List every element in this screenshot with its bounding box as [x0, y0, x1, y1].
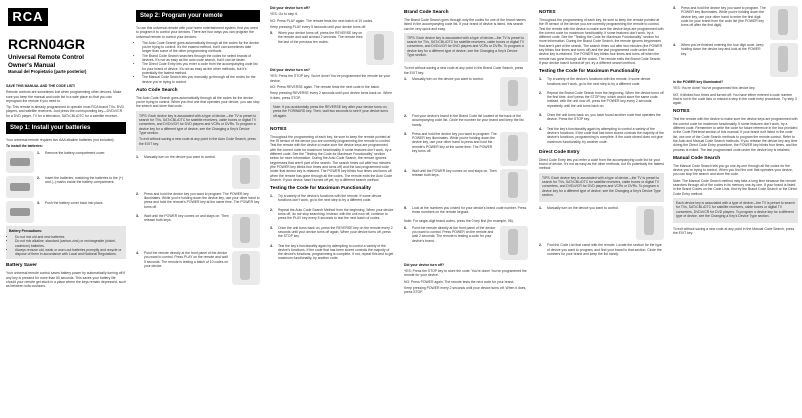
step-number: 1. — [539, 206, 542, 211]
brand-step-text: Wait until the POWER key comes on and stays on. Then release both keys. — [412, 168, 497, 178]
direct-tips-box — [539, 173, 664, 202]
brand-note: Note: For single-digit brand codes, press the 0 key first (for example, 06). — [404, 219, 514, 224]
notes-heading: NOTES — [270, 126, 287, 132]
testing-step-text: Once the unit turns back on, you have found another code that operates the device. Press the STOP key. — [547, 113, 661, 122]
remote-hand-illustration — [500, 226, 528, 260]
direct-code-intro: Direct Code Entry lets you enter a code from the accompanying code list for your brand of device. It's not as easy as the other methods, but it's potentially the fastest method. — [539, 157, 664, 171]
method-item: • The Manual Code Search lets you manually go through all the codes for the device you're trying to control. — [142, 75, 260, 84]
step2-bar: Step 2: Program your remote — [136, 10, 260, 22]
step-number: 3. — [37, 200, 40, 205]
answer-no: NO: Press REVERSE again. The remote tests the next code in the batch. — [270, 85, 381, 90]
step-number: 5. — [404, 205, 407, 210]
step-number: 1. — [270, 194, 273, 199]
auto-step-3 — [136, 214, 260, 248]
method-item: • The Brand Code Search searches through the codes for select brands of devices. It's not as easy as the auto code search, but it can be faster. — [142, 54, 260, 63]
brand-question: Did your device turn off? — [404, 262, 445, 267]
brand-step-1 — [404, 77, 528, 111]
battery-precautions-box — [6, 226, 126, 260]
auto-tips-exit: To exit without saving a new code at any point in the Auto Code Search, press the EXIT key. — [139, 137, 256, 146]
brand-step-6 — [404, 226, 528, 260]
remote-hand-illustration — [232, 155, 260, 189]
testing-step-1 — [270, 194, 394, 205]
direct-step-4 — [673, 43, 798, 77]
question-turn-on: Did your device turn on? — [270, 68, 310, 73]
step-number: 2. — [136, 191, 139, 196]
testing-heading: Testing the Code for Maximum Functionality — [539, 69, 640, 75]
testing-step-3 — [539, 113, 664, 124]
question-turn-off: Did your device turn off? — [270, 6, 311, 10]
remote-hand-illustration — [232, 214, 260, 248]
manual-code-column — [669, 0, 802, 418]
auto-step-5 — [270, 31, 394, 65]
testing-step-text: Try a variety of the device's functions with the remote. If some device functions don't work, go to the next step to try a different code. — [278, 194, 382, 203]
direct-step-text: Find the Code List that came with the remote. Locate the section for the type of device you want to program, and find your brand in that section. Circle the numbers for your brand and keep the list handy. — [547, 243, 662, 256]
testing-step-4 — [539, 127, 664, 146]
manual-subtitle-es: Manual del Propietario (parte posterior) — [8, 69, 87, 74]
brand-tips: TIPS: Each device key is associated with a type of device—the TV is preset to search for TVs, SAT•CBL•DTC for satellite receivers, cable boxes or digital TV converters, and DVD•VCR for DVD players and VCRs or DVRs. To program a device key for a different type of device, see the Changing a Key's Device Type section. — [407, 35, 525, 58]
auto-step-text: Wait until the POWER key comes on and stays on. Then release both keys. — [144, 214, 229, 223]
manual-tips: Each device key is associated with a type of device—the TV is preset to search for TVs, SAT•CBL•DTC for satellite receivers, cable boxes or digital TV converters, DVD•VCR for DVD players. To program a device key for a different type of device, see the Changing a Key's Device Type section. — [676, 200, 795, 218]
step1-bar: Step 1: Install your batteries — [6, 122, 126, 134]
remote-hand-illustration — [366, 31, 394, 65]
brand-step-text: Point the remote directly at the front panel of the device you want to control. Press POWER on the remote and wait 2 seconds. The remote is testing a code for your device's brand. — [412, 225, 496, 243]
battery-insert-illustration — [6, 176, 34, 198]
direct-tips: TIPS: Each device key is associated with a type of device—the TV is preset to search for TVs, SAT•CBL•DTC for satellite receivers, cable boxes or digital TV converters, and DVD•VCR for DVD players and VCRs or DVRs. To program a device key for a different type of device, see the Changing a Key's Device Type section. — [542, 175, 661, 197]
step2-intro: To use this universal remote with your home entertainment system, first you need to program it to control your devices. There are four ways you can program the universal remote to control your devices: — [136, 26, 258, 39]
step-number: 2. — [404, 113, 407, 118]
methods-list — [136, 41, 260, 84]
remote-hand-illustration — [232, 251, 260, 285]
cover-tip: Tip: This remote is already programmed to operate most RCA brand TVs, DVD players, and satellite receivers. Just press the corresponding key—DVD•VCR for a DVD player, TV for a television, SAT•CBL•DTC for a satellite receiver. — [6, 105, 124, 118]
notes-text: Test the remote with the device to make sure the device keys are programmed with the correct code for maximum functionality. If some features don't work, try a different code. Remember to write the code for future reference in the box provided in the Code Retrieval section of this manual. If your brand isn't listed in the code list, use one of the Code Search methods to program the remote control. Refer to the Auto and Manual Code Search methods. If you release the device key any time during the Direct Code Entry procedure, the POWER key blinks four times, and the process is exited. The last programmed code under the device key is retained. — [673, 117, 798, 152]
answer-yes: YES: Press the STOP key. You're done! You've programmed the remote for your device. — [270, 74, 391, 83]
step-number: 1. — [136, 154, 139, 159]
remote-hand-illustration — [770, 43, 798, 77]
remote-hand-illustration — [500, 132, 528, 166]
battery-step-text: Push the battery cover back into place. — [45, 200, 104, 205]
auto-step-text: Press and hold the device key you want to program. The POWER key illuminates. While you're holding down the device key, use your other hand to press and hold the remote's POWER key at the same time. The POWER key turns off. — [144, 191, 260, 209]
step-number: 1. — [37, 150, 40, 155]
testing-step-text: Repeat the Auto Code Search Method from the beginning. When your device turns off, do not stop searching. Instead, with the unit now off, continue to press the PLAY key every 5 seconds to test the next batch of codes. — [278, 207, 394, 221]
step-number: 5. — [270, 31, 273, 36]
brand-step-5 — [404, 206, 528, 217]
precaution-item: • Do not mix alkaline, standard (carbon-zinc) or rechargeable (nickel-cadmium) batteries. — [15, 239, 123, 248]
step-number: 3. — [673, 6, 676, 10]
brand-code-column — [400, 0, 532, 418]
direct-step-text: Manually turn on the device you want to control. — [547, 206, 619, 211]
direct-step-text: When you've finished entering the four digit code, keep holding down the device key and look at the POWER key. — [681, 43, 764, 56]
precautions-list — [9, 235, 123, 256]
power-yes: YES: You're done! You've programmed this device key. — [673, 86, 756, 91]
answer-yes: YES: Go to step 6. — [270, 12, 299, 17]
step-number: 4. — [404, 168, 407, 173]
testing-step-text: Try a variety of the device's functions with the remote. If some device functions don't work, go to the next step to try a different code. — [547, 77, 651, 86]
brand-step-text: Manually turn on the device you want to control. — [412, 76, 484, 81]
power-question: Is the POWER key illuminated? — [673, 80, 724, 84]
brand-step-4 — [404, 169, 528, 203]
manual-code-intro: The Manual Code Search lets you go one-by-one through all the codes for the device you're trying to control. When you find the one that operates your device, you can stop the search and store the code. — [673, 163, 793, 177]
battery-close-illustration — [6, 201, 34, 223]
brand-exit: To exit without saving a new code at any point in the Brand Code Search, press the EXIT key. — [404, 66, 524, 75]
step-number: 2. — [539, 90, 542, 95]
remote-hand-illustration — [636, 206, 664, 240]
auto-step-2 — [136, 192, 260, 211]
auto-code-heading: Auto Code Search — [136, 87, 178, 93]
rca-logo: RCA — [8, 8, 48, 26]
brand-code-intro: The Brand Code Search goes through only the codes for one of the brand names listed in the accompanying code list. If your brand of device is listed, this search can be very quick and easy. — [404, 18, 526, 31]
battery-step-2 — [6, 176, 126, 198]
manual-subtitle: Owner's Manual — [8, 61, 56, 69]
auto-step-text: Point the remote directly at the front panel of the device you want to control. Press PLAY on the remote and wait 5 seconds. The remote is testing a batch of 10 codes on your device. — [144, 251, 229, 268]
power-no: NO, it blinked four times and turned off: You have either entered a code number that is not in the code lists or missed a step in the code entry procedure. Try step 3 again. — [673, 92, 797, 106]
remote-hand-illustration — [770, 6, 798, 40]
direct-step-1 — [539, 206, 664, 240]
reverse-note-box — [270, 102, 394, 123]
auto-tips-box — [136, 111, 260, 151]
step-number: 3. — [404, 131, 407, 136]
step1-intro: Your universal remote requires two AAA alkaline batteries (not included). — [6, 138, 115, 143]
brand-step-text: Look at the numbers you circled for your device's brand code number. Press those numbers on the remote keypad. — [412, 205, 527, 215]
brand-keep: Keep pressing POWER every 2 seconds until your device turns off. When it does, press STOP. — [404, 285, 527, 295]
reverse-note: Note: If you accidentally press the REVERSE key after your device turns on, press the FORWARD key. Then, wait two seconds to see if your device turns off again. — [273, 104, 389, 118]
brand-step-text: Find your device's brand in the Brand Code list located at the back of the accompanying code list. Circle the number for your brand and keep the list handy. — [412, 113, 524, 127]
auto-step-text: When your device turns off, press the REVERSE key on the remote and wait at least 2 seconds. The remote tries the last of the previous ten codes. — [278, 31, 363, 44]
step-number: 4. — [136, 251, 139, 256]
method-item: • The Direct Code Entry lets you enter a code from the accompanying code list for your brand of device. It's not as easy as the other methods, but it's potentially the fastest method. — [142, 62, 260, 75]
step-number: 2. — [539, 243, 542, 248]
precaution-item: • Do not mix old and new batteries. — [15, 235, 123, 239]
testing-step-text: Test the key's functionality again by attempting to control a variety of the device's functions. If the code that has been stored controls the majority of the device's functions, programming is complete. If not, repeat this test to get maximum functionality, by another code. — [278, 243, 394, 261]
manual-exit: To exit without saving a new code at any point in the Manual Code Search, press the EXIT key. — [673, 227, 795, 236]
direct-step-3 — [673, 6, 798, 40]
notes-text: Throughout the programming of each key, be sure to keep the remote pointed at the IR sensor of the device you are currently programming the remote to control. Test the remote with the device to make sure the device keys are programmed with the correct code for maximum functionality. If some features don't work, try a different code. See the "Testing the Code for Maximum Functionality" section below for more information. During the Auto Code Search, the remote ignores keypresses that aren't part of the search. The search times out after two minutes (the POWER key blinks four times and turns off) and the last programmed code under that device key is retained. The POWER key blinks four times and turns off when the remote has gone through all the codes. The remote exits the Auto Code Search. If your device hasn't turned off yet, try a different search method. — [270, 134, 393, 182]
step-number: 4. — [673, 43, 676, 47]
brand-code-heading: Brand Code Search — [404, 10, 449, 15]
keep-pressing: Keep pressing PLAY every 5 seconds until your device turns off. — [270, 24, 367, 29]
precaution-item: • Always remove old, weak or worn-out batteries promptly and recycle or dispose of them in accordance with Local and National Regulations. — [15, 248, 123, 257]
testing-step-2 — [539, 91, 664, 110]
direct-step-2 — [539, 243, 664, 258]
battery-step-text: Remove the battery compartment cover. — [45, 150, 106, 155]
cover-intro: Remote controls are sometimes lost when programming other devices. Make sure you keep the manual and code list in a safe place so that you can reprogram the remote if you need to. — [6, 90, 122, 103]
auto-step-text: Manually turn on the device you want to control. — [144, 154, 216, 159]
step-number: 4. — [539, 126, 542, 131]
cover-column — [0, 0, 132, 418]
step-number: 1. — [539, 77, 542, 82]
manual-code-note: Note: The Manual Code Search method may take a long time because the remote searches through all of the codes in its memory one-by-one. If your brand is listed in the Brand Codes on the Code Lists, first try the Brand Code Search or the Direct Code Entry method. — [673, 178, 798, 196]
testing-step-1 — [539, 77, 664, 88]
auto-step-1 — [136, 155, 260, 189]
keep-pressing: Keep pressing REVERSE every 2 seconds until your device turns back on. When it does, press STOP. — [270, 91, 392, 100]
brand-step-3 — [404, 132, 528, 166]
step-number: 3. — [539, 113, 542, 118]
install-heading: To install the batteries: — [6, 144, 43, 149]
manual-title: Universal Remote Control — [8, 54, 84, 61]
step-number: 3. — [136, 214, 139, 219]
brand-step-2 — [404, 114, 528, 129]
auto-continued-column — [266, 0, 398, 418]
step-number: 2. — [270, 207, 273, 212]
battery-step-3 — [6, 201, 126, 223]
step-number: 3. — [270, 225, 273, 230]
auto-step-4 — [136, 251, 260, 285]
brand-yes: YES: Press the STOP key to store the code. You're done! You've programmed the remote for your device. — [404, 269, 527, 278]
battery-step-text: Insert the batteries, matching the batteries to the (+) and (–) marks inside the battery compartment. — [45, 175, 123, 184]
step-number: 6. — [404, 225, 407, 230]
testing-heading: Testing the Code for Maximum Functionality — [270, 186, 371, 192]
step-number: 1. — [404, 76, 407, 81]
answer-no: NO: Press PLAY again. The remote tests the next batch of 10 codes. — [270, 18, 374, 23]
testing-step-2 — [270, 208, 394, 223]
manual-tips-box — [673, 198, 798, 223]
save-notice: SAVE THIS MANUAL AND THE CODE LIST! — [6, 84, 76, 88]
battery-cover-illustration — [6, 151, 34, 173]
notes-heading: NOTES — [673, 109, 690, 115]
direct-code-column — [535, 0, 668, 418]
notes-heading: NOTES — [539, 10, 556, 15]
step-number: 4. — [270, 243, 273, 248]
testing-step-text: Test the key's functionality again by attempting to control a variety of the device's functions. If the code that has been stored controls the majority of the device's functions, programming is complete. If the code stored does not give maximum functionality, try another code. — [547, 126, 664, 144]
battery-step-1 — [6, 151, 126, 173]
brand-tips-box — [404, 33, 528, 62]
auto-tips: TIPS: Each device key is associated with a type of device—the TV is preset to search for TVs, SAT•CBL•DTC for satellite receivers, cable boxes or digital TV converters, and DVD•VCR for DVD players and VCRs or DVRs. To program a device key for a different type of device, see the Changing a Key's Device Type section. — [139, 113, 257, 135]
testing-step-3 — [270, 226, 394, 241]
direct-code-heading: Direct Code Entry — [539, 149, 580, 155]
auto-code-intro: The Auto Code Search goes automatically through all the codes for the device you're trying to control. When you find one that operates your device, you can stop the search and store that code. — [136, 95, 260, 109]
step2-column — [132, 0, 264, 418]
direct-step-text: Press and hold the device key you want to program. The POWER key illuminates. While you're holding down the device key, use your other hand to enter the first digit code for your brand from the code list (the POWER key turns off after the first digit). — [681, 6, 766, 28]
step-number: 2. — [37, 175, 40, 180]
manual-code-heading: Manual Code Search — [673, 155, 721, 161]
precautions-heading: Battery Precautions: — [9, 228, 43, 233]
testing-step-text: Once the unit turns back on, press the REVERSE key on the remote every 2 seconds until your device turns off again. When your device turns off, press the STOP key. — [278, 225, 393, 239]
testing-step-text: Repeat the Brand Code Search from the beginning. When the device turns off the first time, don't press the STOP key, which would store the same code. Instead, with the unit now off, press the POWER key every 2 seconds, repeatedly until the unit turns back on. — [547, 90, 664, 108]
notes-text: Throughout the programming of each key, be sure to keep the remote pointed at the IR sensor of the device you are currently programming the remote to control. Test the remote with the device to make sure the device keys are programmed with the correct code for maximum functionality. If some features don't work, try a different code. See the "Testing the Code for Maximum Functionality" section for more information. During the Brand Code Search, the remote ignores keypresses that aren't part of the search. The search times out after two minutes (the POWER key blinks four times and turns off) and the last programmed code under that device key is retained. The POWER key blinks four times and turns off when the remote has gone through all the codes. The remote exits the Brand Code Search. If your device hasn't turned off yet, try a different search method. — [539, 18, 664, 65]
brand-no: NO: Press POWER again. The remote tests the next code for your brand. — [404, 279, 515, 284]
testing-step-4 — [270, 244, 394, 263]
battery-saver-heading: Battery Saver — [6, 263, 37, 269]
brand-step-text: Press and hold the device key you want to program. The POWER key illuminates. While you're holding down the device key, use your other hand to press and hold the remote's POWER key at the same time. The POWER key turns off. — [412, 131, 497, 154]
method-item: • The Auto Code Search goes automatically through all the codes for the device you're trying to control. It's the easiest method, but it can sometimes take longer than some of the other programming methods. — [142, 41, 260, 54]
battery-saver-text: Your universal remote control saves battery power by automatically turning off if any key is pressed for more than 60 seconds. This saves your battery life should your remote get stuck in a place where the keys remain depressed, such as between sofa cushions. — [6, 271, 126, 289]
model-number: RCRN04GR — [8, 36, 86, 52]
remote-hand-illustration — [500, 169, 528, 203]
remote-hand-illustration — [500, 77, 528, 111]
